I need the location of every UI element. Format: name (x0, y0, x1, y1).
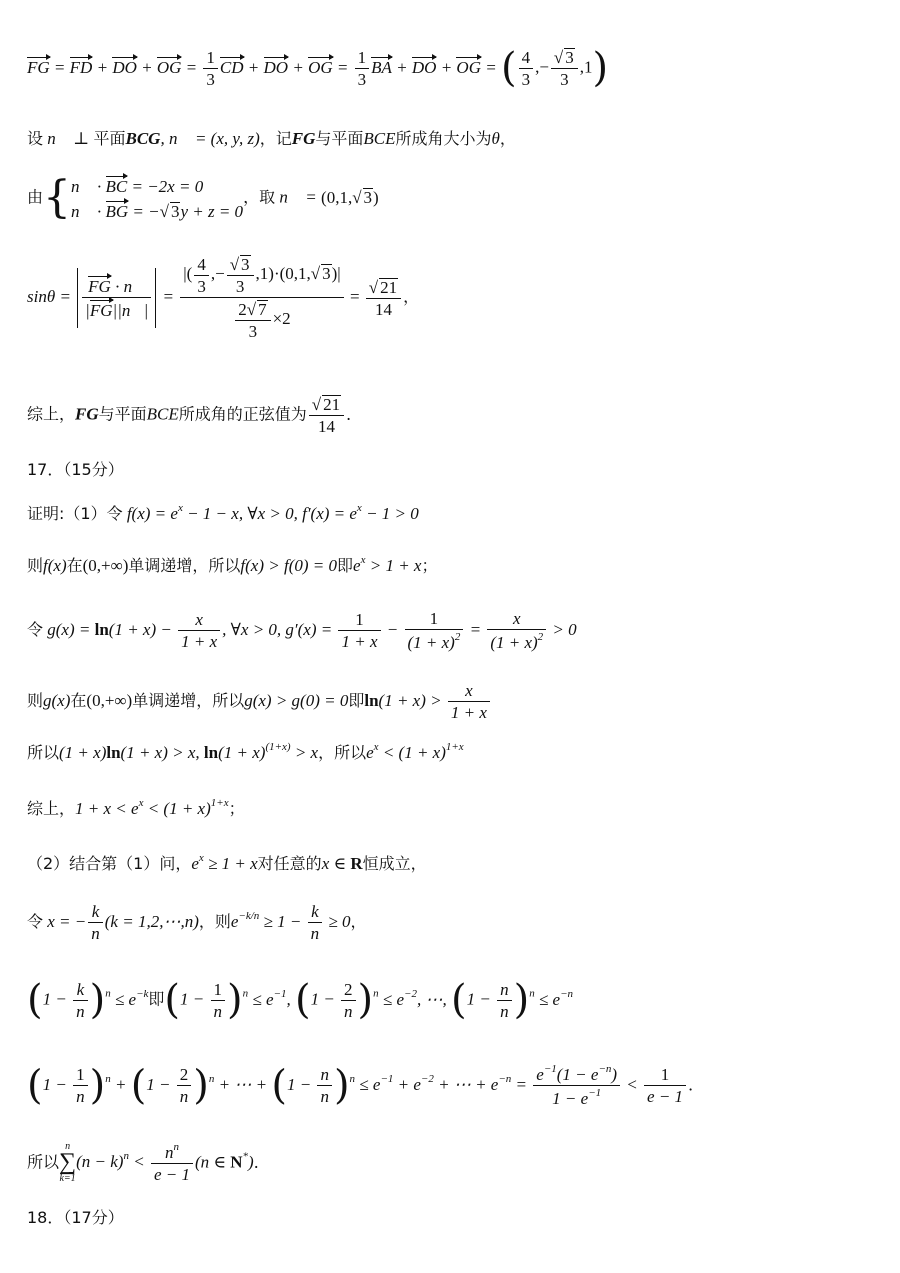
text-part2-intro: （2）结合第（1）问，$e^x \ge 1 + x$对任意的x ∈ R恒成立， (27, 852, 427, 873)
text-normal-setup: 设 n⃗ ⊥ 平面BCG, n⃗ = (x, y, z)，记FG与平面BCE所成角大小为θ， (27, 129, 516, 148)
question-18-heading: 18．（17分） (27, 1208, 124, 1227)
formula-normal-system: 由{ n⃗ · BC = −2x = 0 n⃗ · BG = −√ 3y + z = 0 ，取 n⃗ = (0,1,√ 3) (27, 172, 379, 223)
formula-g-increasing: 则g(x)在(0,+∞)单调递增，所以g(x) > g(0) = 0即ln(1 + x) > $\frac{x}{1 + x}$ (27, 682, 492, 721)
text-summary-sine: 综上，FG与平面BCE所成角的正弦值为 $\frac{√ 21}{14}$ ． (27, 395, 363, 436)
formula-proof-f: 证明:（1）令 $f(x) = e^x - 1 - x$, ∀x > 0, $f'(x) = e^x - 1 > 0$ (27, 502, 419, 523)
formula-ln-chain: 所以(1 + x)ln(1 + x) > x, $\ln(1 + x)^{(1+x)} > x$，所以$e^x < (1 + x)^{1+x}$ (27, 741, 464, 762)
formula-power-sum: (1 − $\frac{1}{n}$ )$^n$ + (1 − $\frac{2}{n}$ )$^n$ + ⋯ + (1 − $\frac{n}{n}$ )$^n \le e^{-1} + e^{-2}$ + ⋯ + $e^{-n}$ = $\frac{e^{-1}(1 - e^{-n})}{1 - e^{-1}}$ < $\frac{1}{e - 1}$ ． (27, 1062, 705, 1109)
formula-final-sum: 所以 n ∑ k=1 $(n - k)^n$ < $\frac{n^n}{e - 1}$ (n ∈ N*)． (27, 1141, 270, 1185)
formula-fg-decomposition: FG = FD + DO + OG = $\frac{1}{3}$ CD + DO + OG = $\frac{1}{3}$ BA + DO + OG = ( $\frac{4}{3}$ ,− $\frac{√ 3}{3}$ ,1) (27, 45, 609, 91)
formula-substitution: 令 x = − $\frac{k}{n}$ (k = 1,2,⋯,n)，则$e^{-k/n} \ge 1$ − $\frac{k}{n}$ ≥ 0， (27, 902, 367, 943)
formula-summary-inequality: 综上，$1 + x < e^x < (1 + x)^{1+x}$； (27, 797, 245, 818)
formula-proof-g: 令 g(x) = ln(1 + x) − $\frac{x}{1 + x}$ , ∀x > 0, g′(x) = $\frac{1}{1 + x}$ − $\frac{1}{(1 + x)^2}$ = $\frac{x}{(1 + x)^2}$ > 0 (27, 609, 577, 652)
question-17-heading: 17．（15分） (27, 460, 124, 479)
formula-sin-theta: sinθ = $\frac{FG \cdot n⃗}{|FG||n⃗|}$ = |( $\frac{4}{3}$ ,− $\frac{√ 3}{3}$ ,1)·(0,1,√ 3)| $\frac{2√ 7}{3}$ ×2 = $\frac{√ 21}{14}$ ， (27, 254, 420, 341)
formula-power-inequalities: (1 − $\frac{k}{n}$ )$^n \le e^{-k}$即(1 − $\frac{1}{n}$ )$^n \le e^{-1}$, (1 − $\frac{2}{n}$ )$^n \le e^{-2}$, ⋯, (1 − $\frac{n}{n}$ )$^n \le e^{-n}$ (27, 977, 574, 1023)
formula-f-increasing: 则f(x)在(0,+∞)单调递增，所以f(x) > f(0) = 0即$e^x > 1 + x$； (27, 554, 438, 575)
